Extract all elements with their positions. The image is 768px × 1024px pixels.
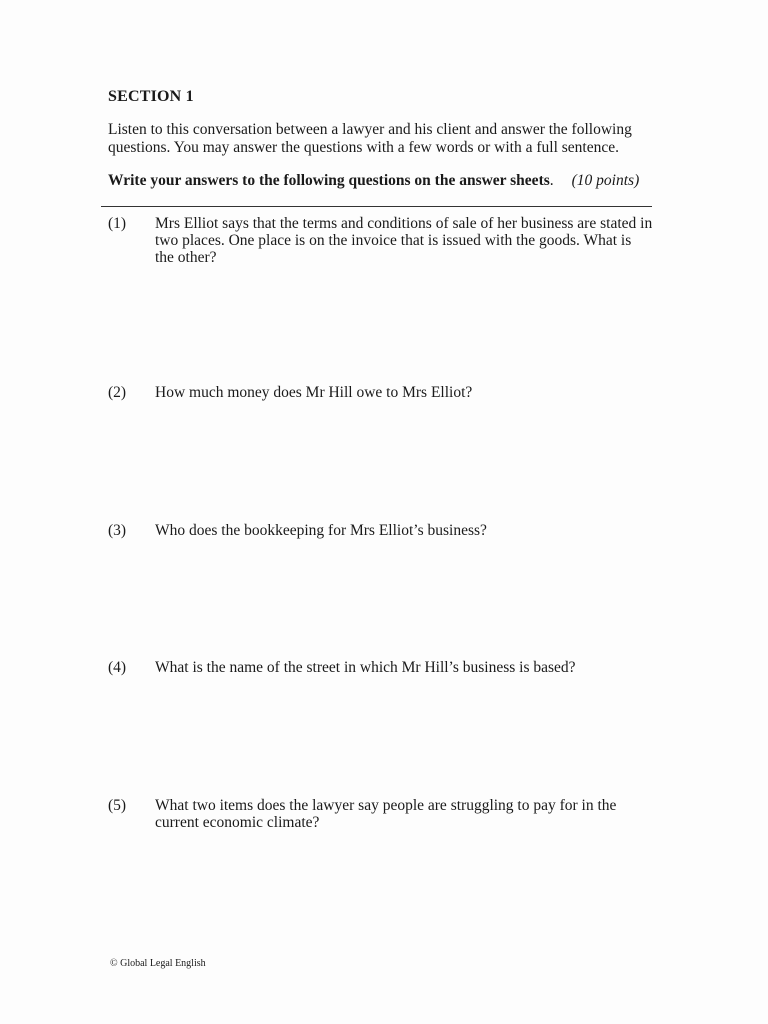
answer-instruction-line	[108, 172, 653, 190]
instructions-text: Listen to this conversation between a lawyer and his client and answer the following questions. You may answer the questions with a few words or with a full sentence.	[108, 121, 632, 156]
question-number: (2)	[108, 384, 127, 401]
question-text: Mrs Elliot says that the terms and conditions of sale of her business are stated in two places. One place is on the invoice that is issued with the goods. What is the other?	[155, 215, 653, 266]
points-label: (10 points)	[571, 172, 640, 189]
question-number: (4)	[108, 659, 127, 676]
section-divider	[101, 206, 652, 207]
question-number: (3)	[108, 522, 127, 539]
question-text: How much money does Mr Hill owe to Mrs Elliot?	[155, 384, 473, 401]
question-text: Who does the bookkeeping for Mrs Elliot’s business?	[155, 522, 487, 539]
question-number: (1)	[108, 215, 127, 232]
question-number: (5)	[108, 797, 127, 814]
section-title: SECTION 1	[108, 88, 194, 105]
question-text: What is the name of the street in which Mr Hill’s business is based?	[155, 659, 576, 676]
question-text: What two items does the lawyer say people are struggling to pay for in the current economic climate?	[155, 797, 617, 831]
copyright-footer: © Global Legal English	[110, 958, 206, 969]
answer-instruction-text: Write your answers to the following questions on the answer sheets	[108, 172, 550, 189]
answer-instruction-period: .	[549, 172, 554, 189]
